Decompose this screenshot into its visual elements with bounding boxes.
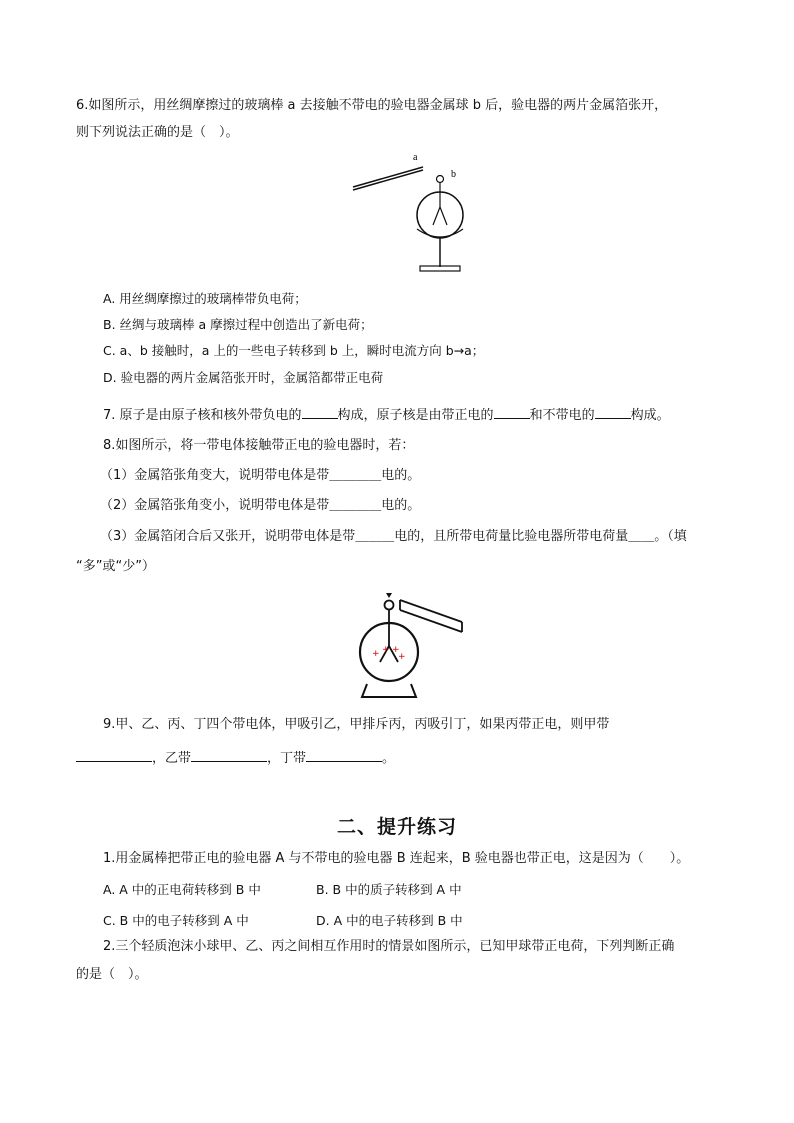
charge-plus-4: + xyxy=(398,652,406,662)
electroscope-figure-glass-rod xyxy=(345,145,475,275)
q9-line2 xyxy=(76,747,395,768)
s2-q2-line2: 的是（ ）。 xyxy=(76,967,148,982)
q6-option-c: C. a、b 接触时，a 上的一些电子转移到 b 上，瞬时电流方向 b→a； xyxy=(103,343,485,358)
charged-rod xyxy=(400,600,462,622)
q8-sub3b: “多”或“少”） xyxy=(76,559,155,574)
q7-text-2: 构成，原子核是由带正电的 xyxy=(337,408,494,423)
q9-blank-yi xyxy=(191,747,267,762)
q8-sub2: （2）金属箔张角变小，说明带电体是带＿＿＿＿电的。 xyxy=(100,498,421,513)
q6-line1: 6.如图所示，用丝绸摩擦过的玻璃棒 a 去接触不带电的验电器金属球 b 后，验电器的两片金属箔张开， xyxy=(76,98,668,113)
q7-blank-3 xyxy=(595,404,631,419)
s2-q1-option-a: A. A 中的正电荷转移到 B 中 xyxy=(103,882,261,897)
q7-text-3: 和不带电的 xyxy=(529,408,595,423)
q8-line1: 8.如图所示，将一带电体接触带正电的验电器时，若： xyxy=(103,438,415,453)
stand-base xyxy=(362,684,416,697)
s2-q1-option-b: B. B 中的质子转移到 A 中 xyxy=(316,882,462,897)
q7-line xyxy=(103,404,670,425)
metal-ball xyxy=(385,601,394,610)
q7-text-4: 构成。 xyxy=(630,408,670,423)
s2-q2-line1: 2.三个轻质泡沫小球甲、乙、丙之间相互作用时的情景如图所示，已知甲球带正电荷，下列判断正确 xyxy=(103,939,675,954)
q9-blank-ding xyxy=(306,747,382,762)
electroscope-figure-positive xyxy=(352,592,472,704)
charge-plus-3: + xyxy=(392,645,400,655)
q7-text-1: 7. 原子是由原子核和核外带负电的 xyxy=(103,408,302,423)
charge-plus-2: + xyxy=(382,645,390,655)
label-b: b xyxy=(451,169,456,180)
pointer-icon xyxy=(386,593,392,598)
charge-plus-1: + xyxy=(372,649,380,659)
q7-blank-2 xyxy=(494,404,530,419)
q6-line2: 则下列说法正确的是（ ）。 xyxy=(76,125,239,140)
glass-rod-a xyxy=(353,167,423,187)
metal-ball-b xyxy=(437,176,444,183)
s2-q1-option-c: C. B 中的电子转移到 A 中 xyxy=(103,913,249,928)
q9-end: 。 xyxy=(382,751,396,766)
q8-sub3: （3）金属箔闭合后又张开，说明带电体是带＿＿＿电的，且所带电荷量比验电器所带电荷量＿＿。（填 xyxy=(100,529,687,544)
q6-option-d: D. 验电器的两片金属箔张开时，金属箔都带正电荷 xyxy=(103,370,384,385)
s2-q1-option-d: D. A 中的电子转移到 B 中 xyxy=(316,913,463,928)
q9-line1: 9.甲、乙、丙、丁四个带电体，甲吸引乙，甲排斥丙，丙吸引丁，如果丙带正电，则甲带 xyxy=(103,717,610,732)
q9-blank-jia xyxy=(76,747,152,762)
foil-right xyxy=(440,207,447,225)
q9-text-yi: ，乙带 xyxy=(152,751,192,766)
q6-option-a: A. 用丝绸摩擦过的玻璃棒带负电荷； xyxy=(103,291,307,306)
section-heading: 二、提升练习 xyxy=(336,816,457,838)
q7-blank-1 xyxy=(302,404,338,419)
q8-sub1: （1）金属箔张角变大，说明带电体是带＿＿＿＿电的。 xyxy=(100,468,421,483)
label-a: a xyxy=(413,152,418,163)
q6-option-b: B. 丝绸与玻璃棒 a 摩擦过程中创造出了新电荷； xyxy=(103,317,373,332)
s2-q1-line1: 1.用金属棒把带正电的验电器 A 与不带电的验电器 B 连起来，B 验电器也带正电，这是因为（ ）。 xyxy=(103,851,690,866)
q9-text-ding: ，丁带 xyxy=(267,751,307,766)
foil-left xyxy=(433,207,440,225)
